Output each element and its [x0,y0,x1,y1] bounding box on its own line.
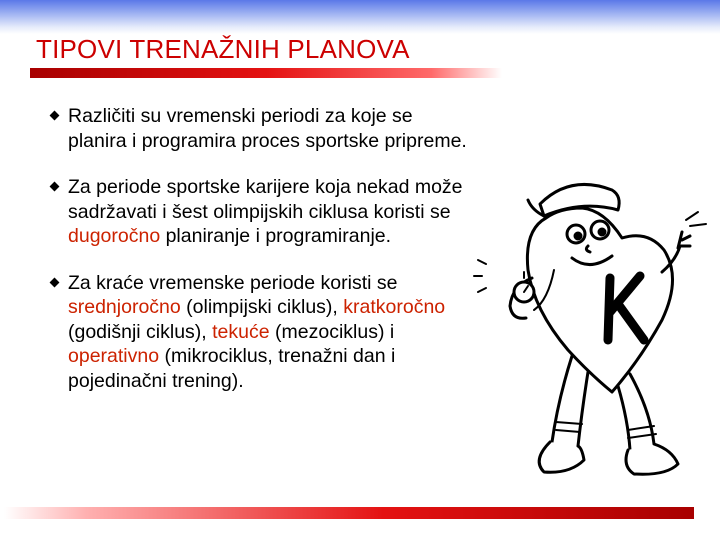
footer-rule [4,507,694,519]
diamond-bullet-icon [50,111,60,121]
highlighted-term: tekuće [212,320,270,343]
text-segment: Za periode sportske karijere koja nekad može sadržavati i šest olimpijskih ciklusa koristi se [68,176,463,223]
highlighted-term: operativno [68,345,160,367]
highlighted-term: kratkoročno [343,296,446,318]
coach-heart-mascot-icon [472,160,720,512]
bullet-text [68,105,467,152]
header-gradient-band [0,0,720,34]
diamond-bullet-icon [50,182,60,192]
text-segment: Različiti su vremenski periodi za koje se planira i programira proces sportske pripreme. [68,105,467,152]
diamond-bullet-icon [50,277,60,287]
text-segment: Za kraće vremenske periode koristi se [68,271,398,294]
slide-title: TIPOVI TRENAŽNIH PLANOVA [36,34,410,64]
text-segment: (mikrociklus, trenažni dan i pojedinačni trening). [68,345,396,392]
bullet-text [68,176,463,247]
bullet-text [68,272,445,392]
bullet-item [50,175,470,249]
title-underline-rule [30,68,502,78]
text-segment: (olimpijski ciklus), [180,296,344,318]
highlighted-term: dugoročno [68,225,161,247]
bullet-item [50,271,470,394]
bullet-list [50,104,470,415]
bullet-item [50,104,470,153]
text-segment: (mezociklus) i [269,320,395,343]
highlighted-term: srednjoročno [68,296,181,318]
text-segment: (godišnji ciklus), [68,320,213,343]
text-segment: planiranje i programiranje. [160,225,392,247]
